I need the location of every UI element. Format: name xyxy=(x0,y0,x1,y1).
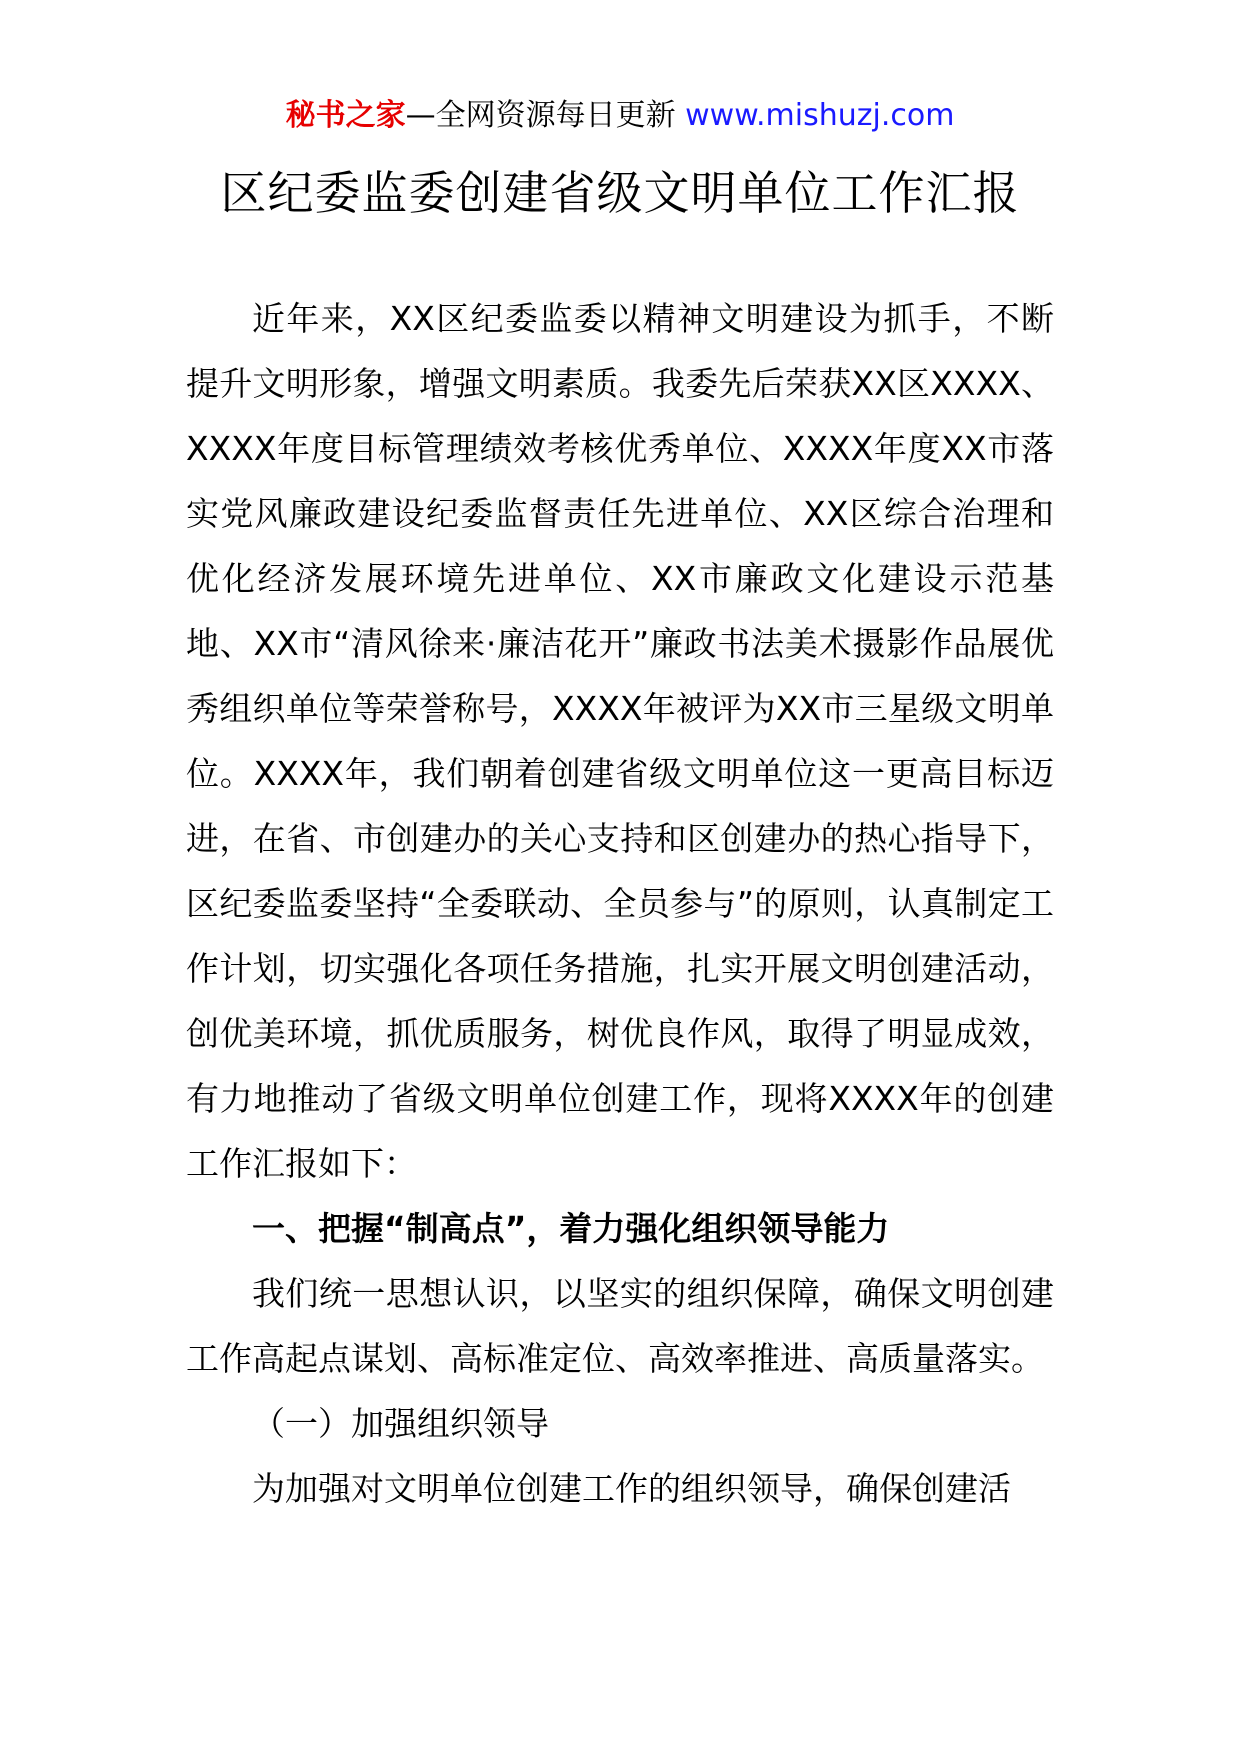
subsection-heading: （一）加强组织领导 xyxy=(252,1404,549,1443)
document-title: 区纪委监委创建省级文明单位工作汇报 xyxy=(220,166,1020,220)
intro-paragraph: 近年来，XX区纪委监委以精神文明建设为抓手，不断提升文明形象，增强文明素质。我委先后荣获XX区XXXX、XXXX年度目标管理绩效考核优秀单位、XXXX年度XX市落实党风廉政建设纪委监督责任先进单位、XX区综合治理和优化经济发展环境先进单位、XX市廉政文化建设示范基地、XX市“清风徐来·廉洁花开”廉政书法美术摄影作品展优秀组织单位等荣誉称号，XXXX年被评为XX市三星级文明单位。XXXX年，我们朝着创建省级文明单位这一更高目标迈进，在省、市创建办的关心支持和区创建办的热心指导下，区纪委监委坚持“全委联动、全员参与”的原则，认真制定工作计划，切实强化各项任务措施，扎实开展文明创建活动，创优美环境，抓优质服务，树优良作风，取得了明显成效，有力地推动了省级文明单位创建工作，现将XXXX年的创建工作汇报如下： xyxy=(186,299,1054,1183)
site-slogan: —全网资源每日更新 xyxy=(405,98,686,133)
site-url: www.mishuzj.com xyxy=(685,98,955,133)
site-brand: 秘书之家 xyxy=(285,98,406,133)
section-paragraph: 我们统一思想认识，以坚实的组织保障，确保文明创建工作高起点谋划、高标准定位、高效率推进、高质量落实。 xyxy=(186,1274,1054,1378)
document-body xyxy=(186,286,1054,1521)
section-heading: 一、把握“制高点”，着力强化组织领导能力 xyxy=(252,1209,890,1248)
site-header xyxy=(0,96,1240,136)
subsection-paragraph: 为加强对文明单位创建工作的组织领导，确保创建活 xyxy=(252,1469,1011,1508)
